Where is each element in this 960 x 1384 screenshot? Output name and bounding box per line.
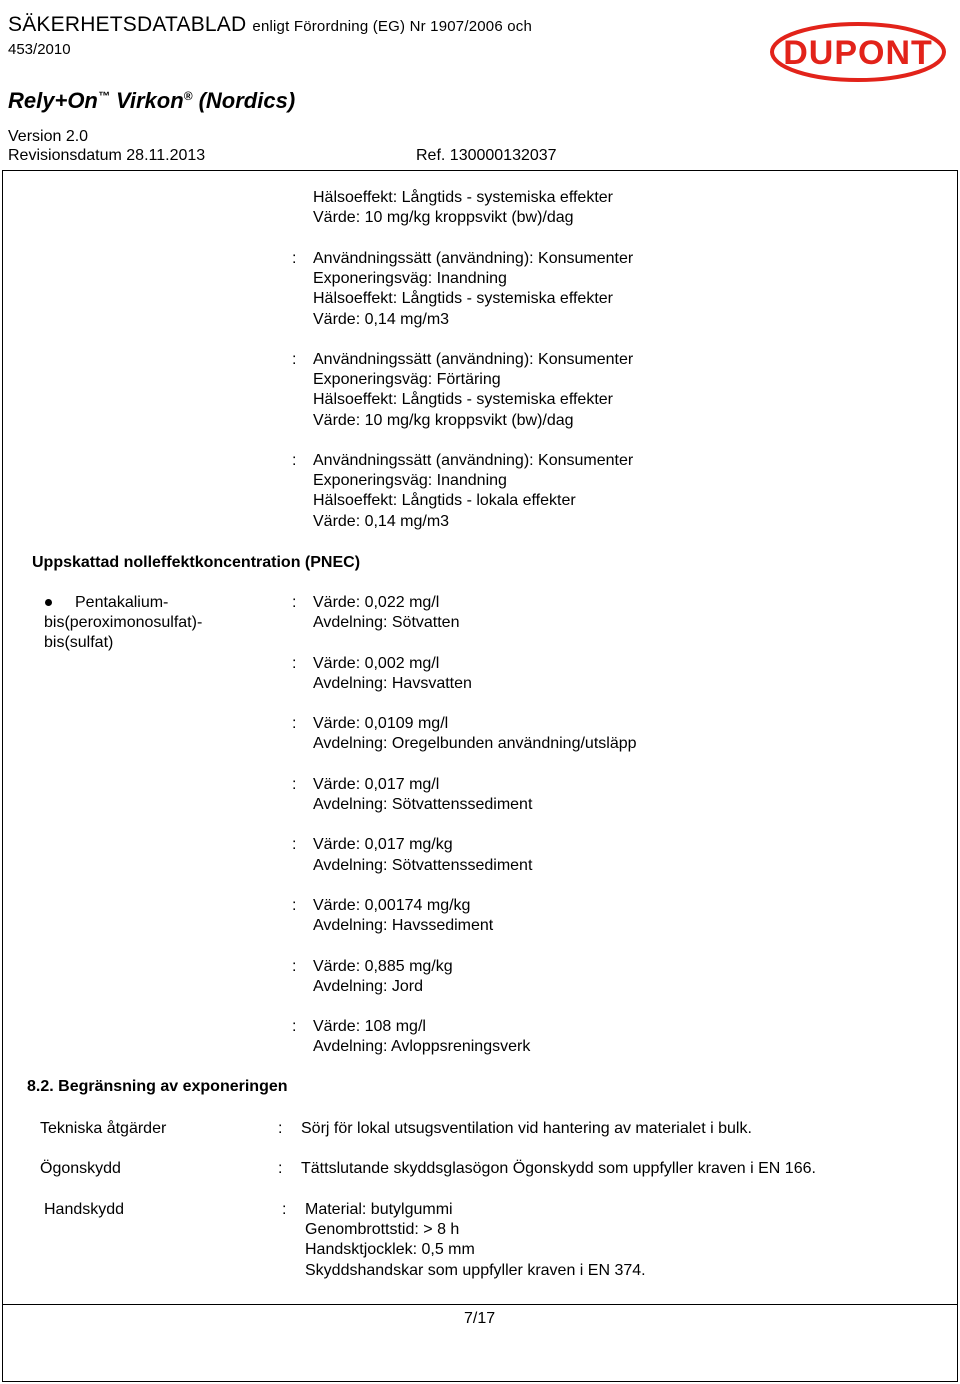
control-value: Tättslutande skyddsglasögon Ögonskydd som uppfyller kraven i EN 166.: [301, 1160, 816, 1177]
colon-separator: :: [292, 715, 297, 733]
dnel-line: Värde: 10 mg/kg kroppsvikt (bw)/dag: [313, 209, 574, 227]
colon-separator: :: [292, 957, 297, 975]
bullet-icon: [45, 599, 52, 606]
dupont-logo: [768, 20, 948, 84]
document-title-regulation: enligt Förordning (EG) Nr 1907/2006 och: [252, 18, 533, 35]
colon-separator: :: [292, 250, 297, 267]
page-number: 7/17: [464, 1310, 496, 1327]
registered-symbol: ®: [183, 89, 193, 103]
dnel-line: Hälsoeffekt: Långtids - systemiska effekter: [313, 391, 613, 409]
colon-separator: :: [292, 452, 297, 469]
substance-name: Pentakalium-: [75, 594, 169, 611]
substance-name: bis(sulfat): [44, 634, 114, 652]
product-name-part: (Nordics): [192, 88, 296, 113]
pnec-heading: Uppskattad nolleffektkoncentration (PNEC): [32, 554, 361, 571]
colon-separator: :: [292, 836, 297, 854]
colon-separator: :: [292, 1018, 297, 1036]
section-heading: 8.2. Begränsning av exponeringen: [27, 1078, 288, 1095]
dnel-line: Hälsoeffekt: Långtids - systemiska effekter: [313, 290, 613, 308]
revision-date: Revisionsdatum 28.11.2013: [8, 147, 206, 164]
pnec-compartment: Avdelning: Avloppsreningsverk: [313, 1038, 531, 1056]
pnec-compartment: Avdelning: Sötvattenssediment: [313, 796, 533, 813]
pnec-value: Värde: 108 mg/l: [313, 1018, 426, 1036]
dnel-line: Exponeringsväg: Inandning: [313, 472, 507, 490]
pnec-value: Värde: 0,0109 mg/l: [313, 715, 449, 733]
control-label: Ögonskydd: [40, 1160, 121, 1177]
dnel-line: Värde: 10 mg/kg kroppsvikt (bw)/dag: [313, 411, 574, 429]
control-value: Material: butylgummi: [305, 1201, 453, 1218]
dnel-line: Exponeringsväg: Förtäring: [313, 371, 501, 389]
dnel-line: Hälsoeffekt: Långtids - systemiska effekter: [313, 189, 613, 206]
colon-separator: :: [292, 654, 297, 672]
pnec-value: Värde: 0,885 mg/kg: [313, 957, 453, 975]
control-label: Tekniska åtgärder: [40, 1120, 167, 1137]
pnec-value: Värde: 0,017 mg/l: [313, 775, 440, 793]
pnec-value: Värde: 0,002 mg/l: [313, 654, 440, 672]
footer-divider: [3, 1304, 957, 1305]
control-label: Handskydd: [44, 1201, 125, 1218]
trademark-symbol: ™: [97, 89, 110, 103]
control-value: Handsktjocklek: 0,5 mm: [305, 1241, 475, 1259]
dnel-line: Hälsoeffekt: Långtids - lokala effekter: [313, 492, 576, 510]
dnel-line: Värde: 0,14 mg/m3: [313, 310, 450, 328]
pnec-compartment: Avdelning: Sötvattenssediment: [313, 856, 533, 874]
colon-separator: :: [292, 775, 297, 793]
control-value: Sörj för lokal utsugsventilation vid hantering av materialet i bulk.: [301, 1120, 752, 1137]
dnel-line: Värde: 0,14 mg/m3: [313, 512, 450, 530]
product-name-part: Virkon: [109, 88, 184, 113]
pnec-compartment: Avdelning: Jord: [313, 977, 423, 995]
colon-separator: :: [278, 1160, 283, 1177]
logo-text: DUPONT: [783, 34, 933, 72]
pnec-compartment: Avdelning: Havsvatten: [313, 674, 472, 692]
colon-separator: :: [292, 351, 297, 368]
control-value: Skyddshandskar som uppfyller kraven i EN 374.: [305, 1261, 646, 1279]
colon-separator: :: [292, 897, 297, 914]
dnel-line: Exponeringsväg: Inandning: [313, 270, 507, 288]
control-value: Genombrottstid: > 8 h: [305, 1221, 460, 1239]
pnec-value: Värde: 0,017 mg/kg: [313, 836, 453, 854]
pnec-compartment: Avdelning: Havssediment: [313, 917, 494, 935]
dnel-line: Användningssätt (användning): Konsumenter: [313, 250, 634, 267]
document-title: [8, 13, 532, 37]
colon-separator: :: [282, 1201, 287, 1218]
product-name: [8, 88, 295, 114]
colon-separator: :: [292, 594, 297, 611]
dnel-line: Användningssätt (användning): Konsumenter: [313, 351, 634, 368]
colon-separator: :: [278, 1120, 283, 1137]
pnec-compartment: Avdelning: Oregelbunden användning/utsläpp: [313, 735, 637, 753]
pnec-value: Värde: 0,022 mg/l: [313, 594, 440, 611]
document-title-regulation-2: 453/2010: [8, 41, 71, 58]
dnel-line: Användningssätt (användning): Konsumenter: [313, 452, 634, 469]
pnec-compartment: Avdelning: Sötvatten: [313, 614, 460, 632]
reference-number: Ref. 130000132037: [416, 147, 557, 164]
substance-name: bis(peroximonosulfat)-: [44, 614, 203, 632]
version-label: Version 2.0: [8, 128, 89, 145]
document-title-main: SÄKERHETSDATABLAD: [8, 13, 247, 36]
pnec-value: Värde: 0,00174 mg/kg: [313, 897, 471, 914]
product-name-part: Rely+On: [8, 88, 98, 113]
